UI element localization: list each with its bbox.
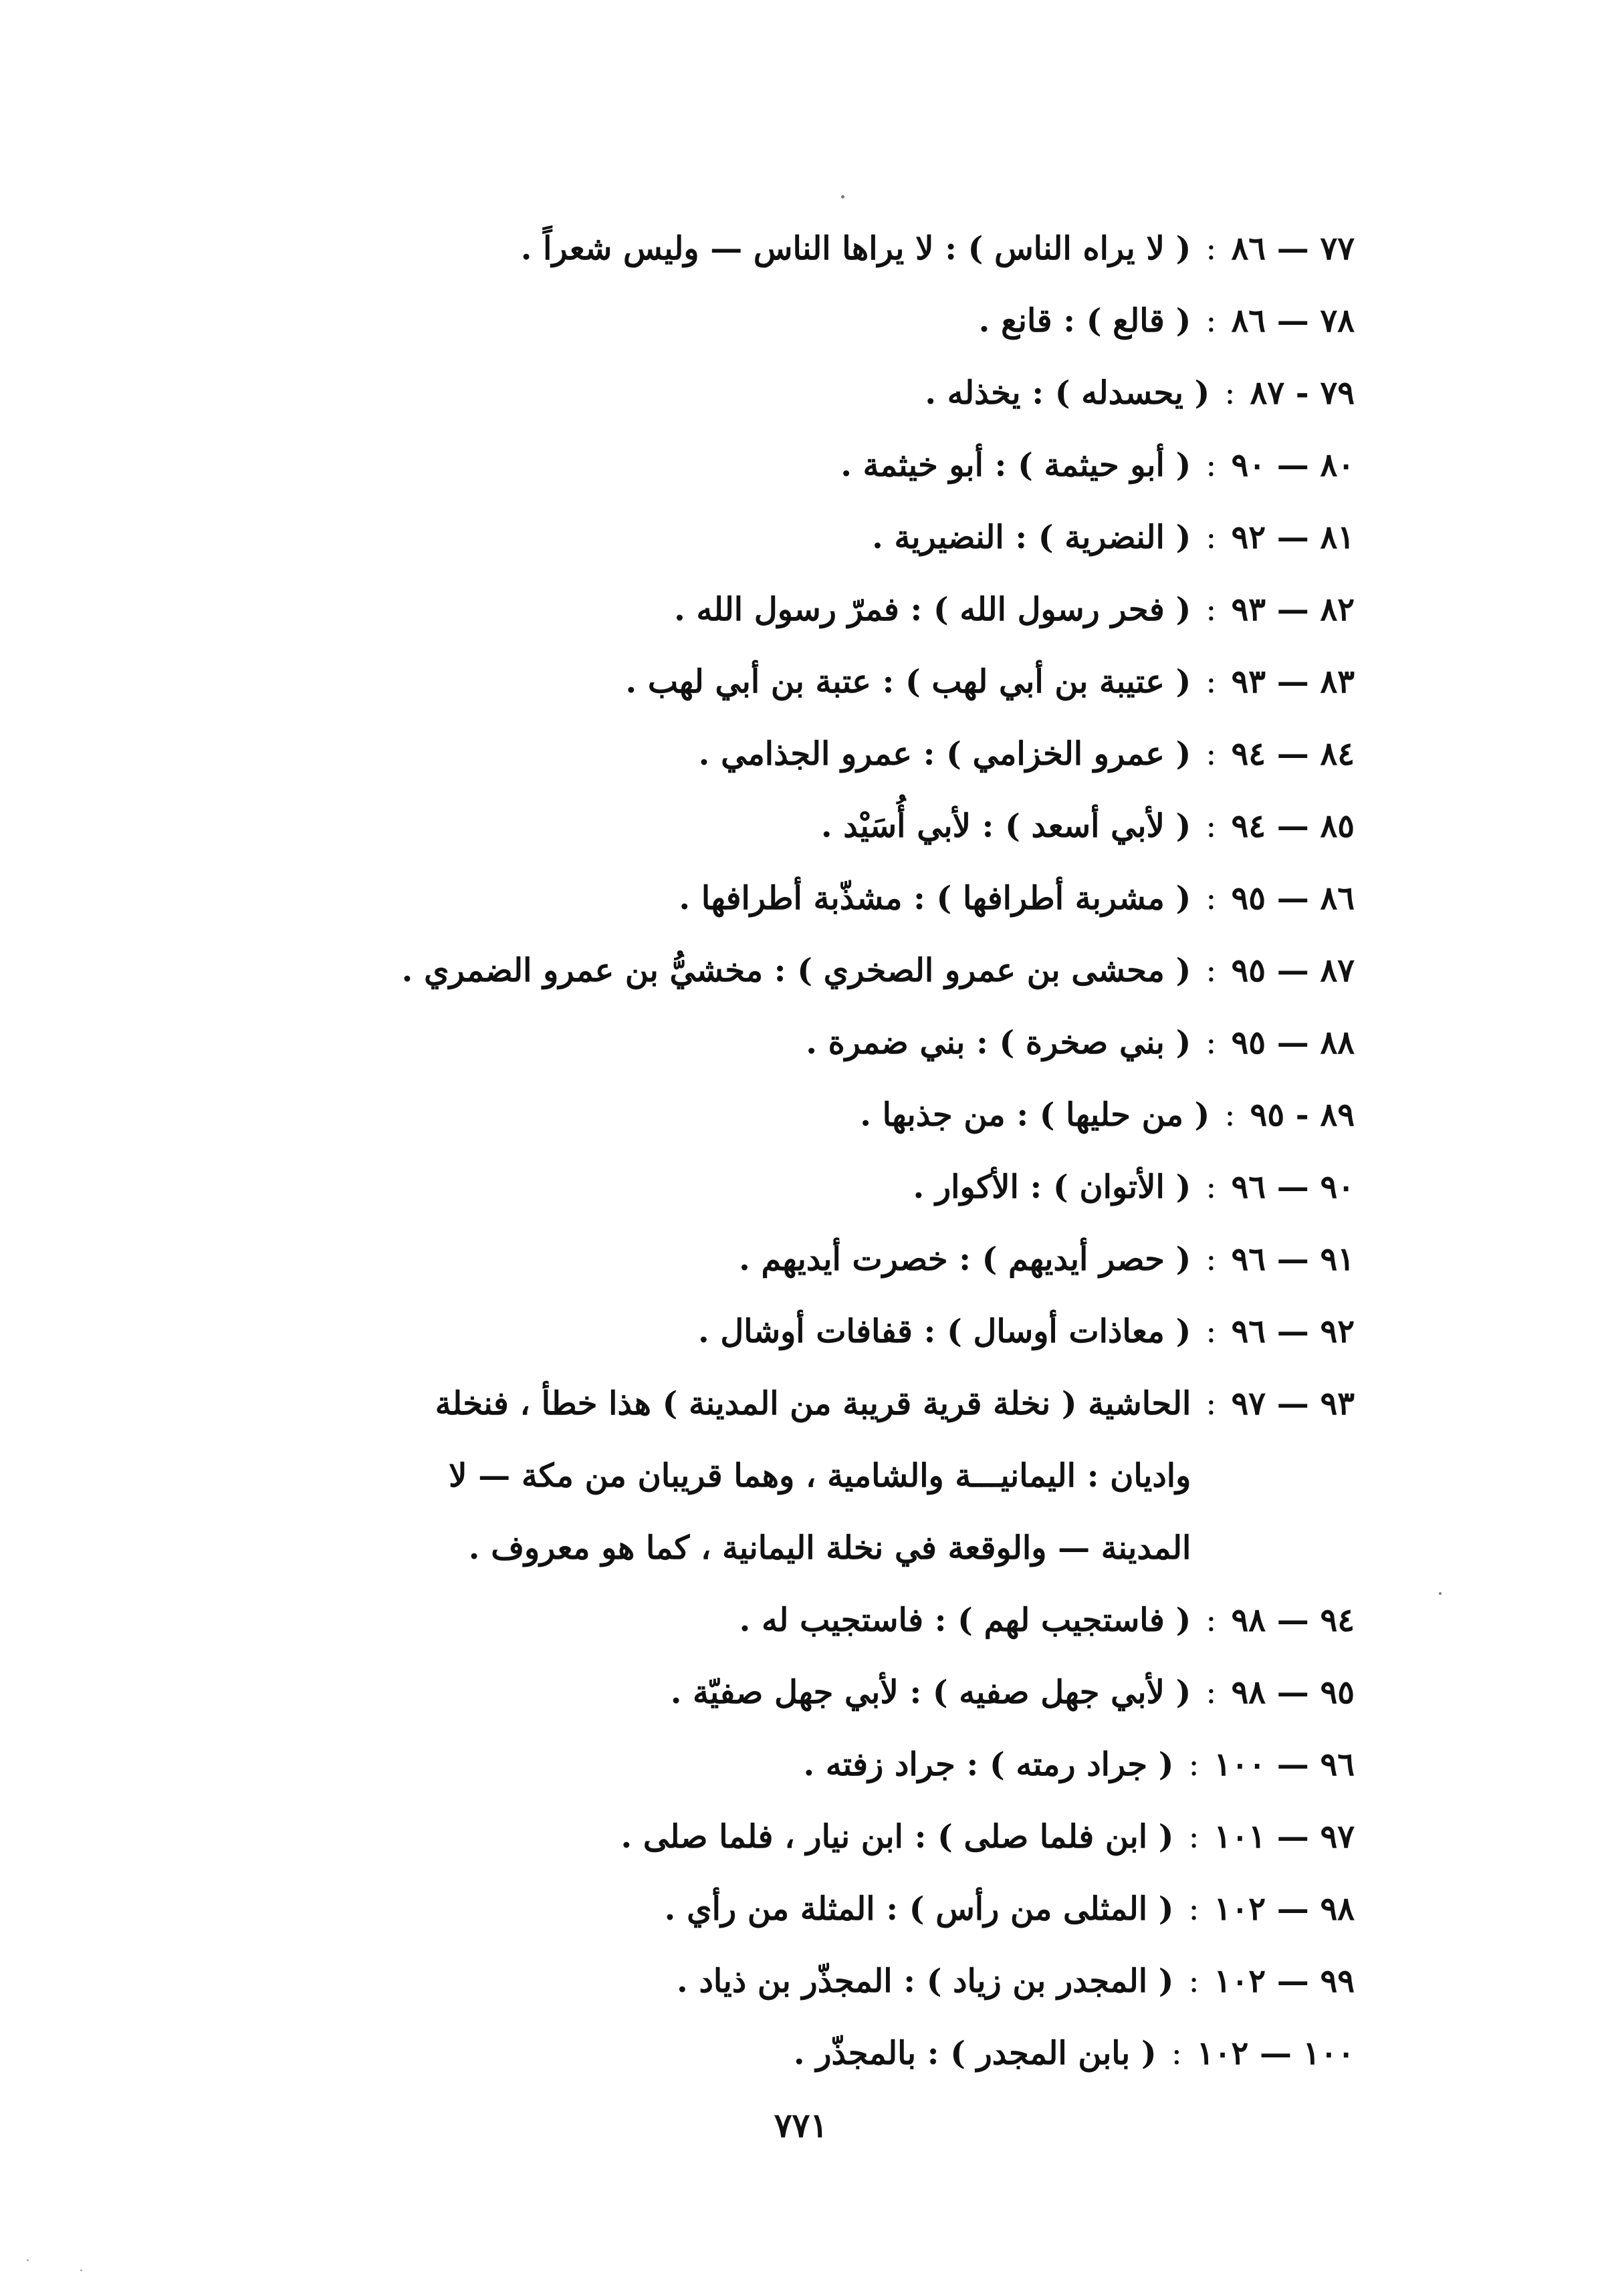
entry-text: ( المجدر بن زياد ) : المجذّر بن ذياد . xyxy=(677,1962,1174,2000)
list-item xyxy=(231,1729,1355,1801)
entry-text: ( أبو حيثمة ) : أبو خيثمة . xyxy=(840,447,1191,484)
note-line: الحاشية ( نخلة قرية قريبة من المدينة ) هذا خطأ ، فنخلة xyxy=(435,1385,1191,1422)
scan-speck xyxy=(1439,1592,1442,1595)
entry-reference: ٩٨ — ١٠٢ xyxy=(1214,1890,1355,1928)
entry-separator: : xyxy=(1206,591,1217,628)
entry-reference: ٩٢ — ٩٦ xyxy=(1231,1313,1355,1350)
entry-separator: : xyxy=(1188,1962,1199,2000)
entry-separator: : xyxy=(1206,1385,1217,1422)
entry-text: ( جراد رمته ) : جراد زفته . xyxy=(803,1746,1174,1783)
entry-separator: : xyxy=(1206,1602,1217,1639)
entry-reference: ٨٣ — ٩٣ xyxy=(1231,663,1355,700)
entry-text: ( لأبي جهل صفيه ) : لأبي جهل صفيّة . xyxy=(670,1674,1191,1711)
entry-text: ( المثلى من رأس ) : المثلة من رأي . xyxy=(664,1890,1174,1928)
entry-text: ( معاذات أوسال ) : قفافات أوشال . xyxy=(697,1313,1191,1350)
entry-text: ( من حليها ) : من جذبها . xyxy=(860,1096,1210,1134)
note-text-block xyxy=(435,1368,1191,1584)
entry-separator: : xyxy=(1171,2035,1182,2072)
note-line: واديان : اليمانيـــة والشامية ، وهما قريبان من مكة — لا xyxy=(449,1457,1191,1495)
list-item xyxy=(231,2017,1355,2089)
list-item xyxy=(231,934,1355,1007)
entry-separator: : xyxy=(1206,1674,1217,1711)
list-item xyxy=(231,501,1355,573)
entry-text: ( ابن فلما صلى ) : ابن نيار ، فلما صلى . xyxy=(620,1818,1174,1856)
scan-speck xyxy=(27,2259,29,2261)
entry-separator: : xyxy=(1188,1746,1199,1783)
entry-text: ( قالع ) : قانع . xyxy=(978,302,1191,340)
entry-reference: ٨٤ — ٩٤ xyxy=(1231,735,1355,773)
entry-separator: : xyxy=(1206,302,1217,340)
entry-reference: ٩٧ — ١٠١ xyxy=(1214,1818,1355,1856)
entry-reference: ٩٣ — ٩٧ xyxy=(1231,1385,1355,1422)
entry-text: ( الأتوان ) : الأكوار . xyxy=(913,1168,1191,1206)
entry-separator: : xyxy=(1206,230,1217,267)
list-item xyxy=(231,1007,1355,1079)
entry-separator: : xyxy=(1224,374,1236,412)
entry-reference: ٨٦ — ٩٥ xyxy=(1231,880,1355,917)
entry-text: ( لأبي أسعد ) : لأبي أُسَيْد . xyxy=(820,807,1191,845)
entry-separator: : xyxy=(1206,519,1217,556)
entry-separator: : xyxy=(1188,1818,1199,1856)
list-item xyxy=(231,1584,1355,1656)
entry-reference: ٩٥ — ٩٨ xyxy=(1231,1674,1355,1711)
entry-text: ( محشى بن عمرو الصخري ) : مخشيُّ بن عمرو الضمري . xyxy=(401,952,1191,989)
list-item xyxy=(231,285,1355,357)
list-item xyxy=(231,1079,1355,1151)
entry-text: ( عتيبة بن أبي لهب ) : عتبة بن أبي لهب . xyxy=(625,663,1191,700)
entry-text: ( لا يراه الناس ) : لا يراها الناس — وليس شعراً . xyxy=(520,230,1191,267)
entry-reference: ٩٤ — ٩٨ xyxy=(1231,1602,1355,1639)
entry-reference: ٨٥ — ٩٤ xyxy=(1231,807,1355,845)
entry-separator: : xyxy=(1206,663,1217,700)
entry-separator: : xyxy=(1206,952,1217,989)
entry-separator: : xyxy=(1206,807,1217,845)
list-item xyxy=(231,646,1355,718)
entry-separator: : xyxy=(1206,1241,1217,1278)
list-item xyxy=(231,1873,1355,1945)
entry-separator: : xyxy=(1206,1024,1217,1061)
entry-reference: ١٠٠ — ١٠٢ xyxy=(1196,2035,1355,2072)
entry-text: ( عمرو الخزامي ) : عمرو الجذامي . xyxy=(698,735,1191,773)
list-item xyxy=(231,1223,1355,1295)
entry-separator: : xyxy=(1206,1313,1217,1350)
entry-text: ( فحر رسول الله ) : فمرّ رسول الله . xyxy=(674,591,1191,628)
entry-reference: ٨٧ — ٩٥ xyxy=(1231,952,1355,989)
entry-text: ( مشربة أطرافها ) : مشذّبة أطرافها . xyxy=(679,880,1191,917)
list-item xyxy=(231,357,1355,429)
entry-reference: ٨٨ — ٩٥ xyxy=(1231,1024,1355,1061)
entry-text: ( يحسدله ) : يخذله . xyxy=(925,374,1210,412)
list-item xyxy=(231,429,1355,501)
entry-reference: ٨٢ — ٩٣ xyxy=(1231,591,1355,628)
entry-text: ( حصر أيديهم ) : خصرت أيديهم . xyxy=(739,1241,1191,1278)
scan-speck xyxy=(841,195,844,199)
list-item xyxy=(231,1801,1355,1873)
list-item xyxy=(231,1151,1355,1223)
scan-speck xyxy=(80,2269,82,2271)
entry-text: ( بني صخرة ) : بني ضمرة . xyxy=(806,1024,1191,1061)
entry-reference: ٧٩ - ٨٧ xyxy=(1250,374,1355,412)
entry-reference: ٧٧ — ٨٦ xyxy=(1231,230,1355,267)
entry-reference: ٨٩ - ٩٥ xyxy=(1250,1096,1355,1134)
entry-text: ( فاستجيب لهم ) : فاستجيب له . xyxy=(739,1602,1191,1639)
corrections-list xyxy=(231,213,1355,2089)
entry-reference: ٩٠ — ٩٦ xyxy=(1231,1168,1355,1206)
list-item xyxy=(231,1656,1355,1729)
entry-separator: : xyxy=(1206,735,1217,773)
entry-separator: : xyxy=(1206,1168,1217,1206)
entry-reference: ٩٩ — ١٠٢ xyxy=(1214,1962,1355,2000)
entry-separator: : xyxy=(1206,447,1217,484)
entry-reference: ٨١ — ٩٢ xyxy=(1231,519,1355,556)
page-number: ٧٧١ xyxy=(774,2106,828,2145)
entry-separator: : xyxy=(1224,1096,1236,1134)
entry-text: ( بابن المجدر ) : بالمجذّر . xyxy=(793,2035,1157,2072)
list-item xyxy=(231,718,1355,790)
entry-separator: : xyxy=(1188,1890,1199,1928)
entry-reference: ٧٨ — ٨٦ xyxy=(1231,302,1355,340)
entry-text: ( النضرية ) : النضيرية . xyxy=(872,519,1191,556)
list-item xyxy=(231,862,1355,934)
entry-separator: : xyxy=(1206,880,1217,917)
note-line: المدينة — والوقعة في نخلة اليمانية ، كما هو معروف . xyxy=(468,1529,1191,1567)
list-item xyxy=(231,790,1355,862)
note-entry xyxy=(231,1368,1355,1584)
list-item xyxy=(231,1295,1355,1368)
list-item xyxy=(231,573,1355,646)
entry-reference: ٨٠ — ٩٠ xyxy=(1231,447,1355,484)
list-item xyxy=(231,1945,1355,2017)
entry-reference: ٩١ — ٩٦ xyxy=(1231,1241,1355,1278)
entry-reference: ٩٦ — ١٠٠ xyxy=(1214,1746,1355,1783)
list-item xyxy=(231,213,1355,285)
